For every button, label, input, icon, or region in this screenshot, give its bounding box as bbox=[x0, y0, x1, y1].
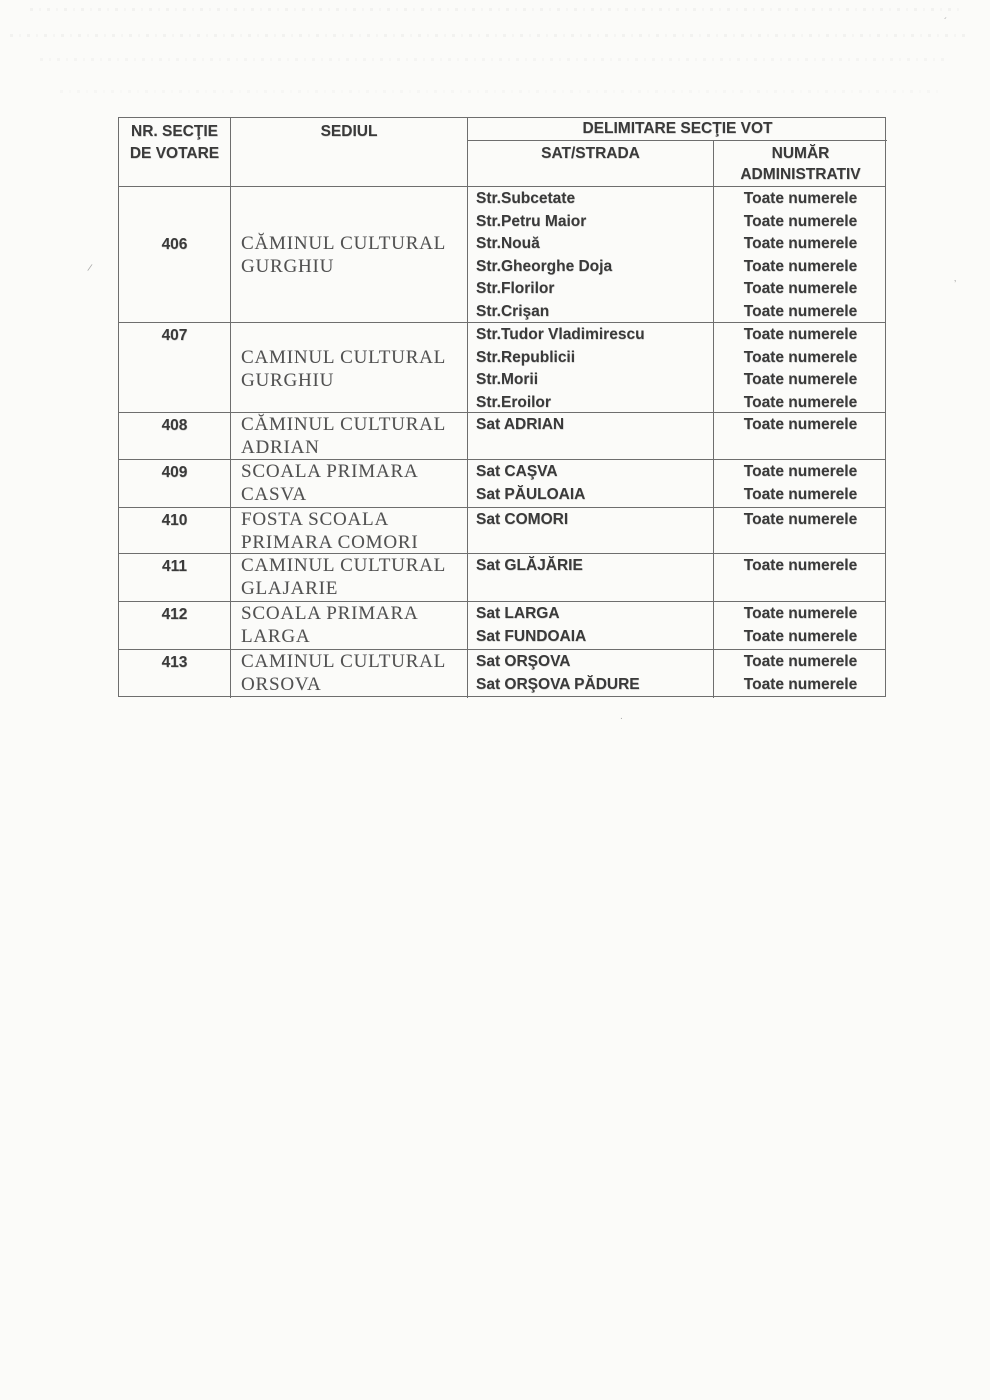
street: Str.Subcetate bbox=[476, 190, 576, 207]
table-row-411 bbox=[119, 553, 885, 601]
section-number: 409 bbox=[119, 460, 231, 507]
venue-name: FOSTA SCOALA PRIMARA COMORI bbox=[231, 508, 468, 554]
street-list bbox=[468, 413, 714, 459]
venue-name: CAMINUL CULTURAL GURGHIU bbox=[231, 323, 468, 414]
venue-name: SCOALA PRIMARA LARGA bbox=[231, 602, 468, 649]
header-numar-administrativ bbox=[714, 141, 887, 186]
header-numar-line2: ADMINISTRATIV bbox=[740, 166, 861, 183]
numar: Toate numerele bbox=[743, 257, 858, 275]
street: Sat FUNDOAIA bbox=[476, 627, 587, 645]
numar: Toate numerele bbox=[743, 212, 858, 230]
street: Str.Morii bbox=[476, 371, 539, 389]
numar: Toate numerele bbox=[743, 627, 858, 645]
street: Str.Tudor Vladimirescu bbox=[476, 326, 645, 343]
numar-list bbox=[714, 323, 887, 414]
voting-sections-table bbox=[118, 117, 886, 697]
venue-name: CĂMINUL CULTURAL GURGHIU bbox=[231, 187, 468, 324]
scan-artifact: ´ bbox=[944, 17, 948, 28]
numar: Toate numerele bbox=[743, 190, 858, 207]
street: Sat ADRIAN bbox=[476, 416, 565, 433]
numar: Toate numerele bbox=[743, 371, 858, 389]
header-sat-strada: SAT/STRADA bbox=[468, 141, 714, 186]
numar: Toate numerele bbox=[743, 675, 858, 693]
table-header bbox=[119, 118, 885, 186]
table-row-406 bbox=[119, 186, 885, 322]
numar: Toate numerele bbox=[743, 348, 858, 366]
header-numar-line1: NUMĂR bbox=[771, 145, 830, 162]
street: Sat ORŞOVA PĂDURE bbox=[476, 675, 640, 693]
scan-artifact: / bbox=[86, 262, 93, 275]
street: Str.Eroilor bbox=[476, 393, 551, 411]
street: Str.Florilor bbox=[476, 280, 555, 298]
street: Str.Nouă bbox=[476, 235, 540, 253]
scan-artifact: . bbox=[620, 711, 623, 722]
section-number: 411 bbox=[119, 554, 231, 601]
numar-list bbox=[714, 508, 887, 554]
table-row-407 bbox=[119, 322, 885, 412]
header-nr-sectie-line2: DE VOTARE bbox=[129, 145, 220, 162]
numar: Toate numerele bbox=[743, 653, 858, 670]
header-sediul: SEDIUL bbox=[231, 118, 468, 186]
section-number: 406 bbox=[119, 187, 231, 324]
street-list bbox=[468, 460, 714, 507]
table-row-413 bbox=[119, 649, 885, 698]
street-list bbox=[468, 187, 714, 324]
section-number: 408 bbox=[119, 413, 231, 459]
venue-name: CAMINUL CULTURAL ORSOVA bbox=[231, 650, 468, 698]
numar: Toate numerele bbox=[743, 326, 858, 343]
scan-noise-band bbox=[60, 90, 940, 93]
street-list bbox=[468, 650, 714, 698]
table-row-412 bbox=[119, 601, 885, 649]
numar-list bbox=[714, 187, 887, 324]
header-delimitare-group bbox=[468, 118, 887, 186]
street: Sat CAŞVA bbox=[476, 463, 558, 480]
scan-noise-band bbox=[30, 8, 960, 11]
numar-list bbox=[714, 650, 887, 698]
section-number: 407 bbox=[119, 323, 231, 414]
table-row-408 bbox=[119, 412, 885, 459]
street: Str.Crişan bbox=[476, 302, 550, 320]
scan-noise-band bbox=[40, 58, 950, 61]
scan-noise-band bbox=[10, 34, 970, 37]
numar: Toate numerele bbox=[743, 416, 858, 433]
section-number: 410 bbox=[119, 508, 231, 554]
street: Str.Republicii bbox=[476, 348, 576, 366]
header-nr-sectie bbox=[119, 118, 231, 186]
numar-list bbox=[714, 602, 887, 649]
section-number: 413 bbox=[119, 650, 231, 698]
street-list bbox=[468, 508, 714, 554]
street: Sat ORŞOVA bbox=[476, 653, 571, 670]
street: Sat PĂULOAIA bbox=[476, 485, 586, 503]
venue-name: CAMINUL CULTURAL GLAJARIE bbox=[231, 554, 468, 601]
scan-artifact: ’ bbox=[954, 279, 957, 290]
numar: Toate numerele bbox=[743, 235, 858, 253]
street: Sat LARGA bbox=[476, 605, 560, 622]
street: Sat GLĂJĂRIE bbox=[476, 557, 583, 574]
street-list bbox=[468, 602, 714, 649]
table-row-410 bbox=[119, 507, 885, 553]
numar: Toate numerele bbox=[743, 485, 858, 503]
numar: Toate numerele bbox=[743, 605, 858, 622]
street-list bbox=[468, 323, 714, 414]
street-list bbox=[468, 554, 714, 601]
venue-name: SCOALA PRIMARA CASVA bbox=[231, 460, 468, 507]
numar: Toate numerele bbox=[743, 393, 858, 411]
header-nr-sectie-line1: NR. SECŢIE bbox=[131, 123, 218, 140]
numar: Toate numerele bbox=[743, 463, 858, 480]
header-subrow bbox=[468, 141, 887, 186]
numar: Toate numerele bbox=[743, 511, 858, 528]
street: Sat COMORI bbox=[476, 511, 569, 528]
numar-list bbox=[714, 413, 887, 459]
numar: Toate numerele bbox=[743, 302, 858, 320]
venue-name: CĂMINUL CULTURAL ADRIAN bbox=[231, 413, 468, 459]
street: Str.Gheorghe Doja bbox=[476, 257, 613, 275]
table-row-409 bbox=[119, 459, 885, 507]
numar: Toate numerele bbox=[743, 280, 858, 298]
street: Str.Petru Maior bbox=[476, 212, 587, 230]
section-number: 412 bbox=[119, 602, 231, 649]
numar-list bbox=[714, 460, 887, 507]
numar: Toate numerele bbox=[743, 557, 858, 574]
header-delimitare: DELIMITARE SECŢIE VOT bbox=[468, 118, 887, 141]
numar-list bbox=[714, 554, 887, 601]
